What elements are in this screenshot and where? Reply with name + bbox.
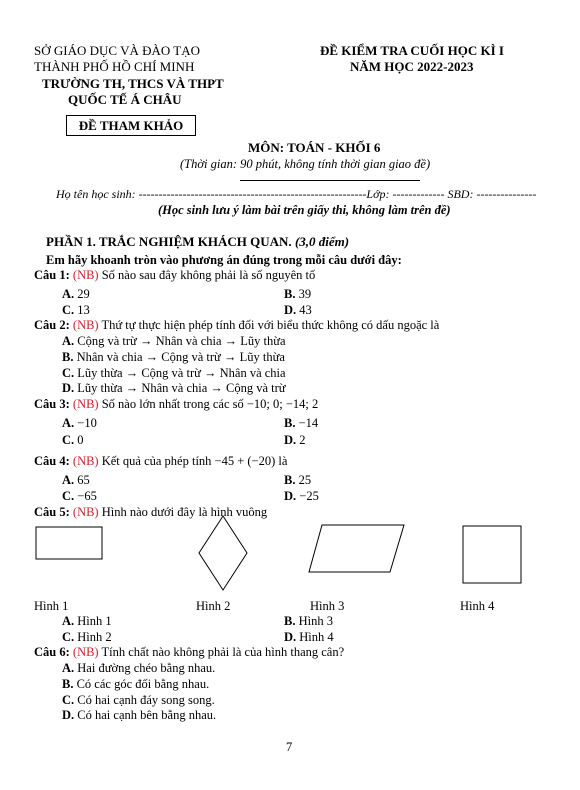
question-text: Kết quả của phép tính −45 + (−20) là [101, 454, 288, 468]
figure-2-label: Hình 2 [196, 599, 231, 613]
figure-4-label: Hình 4 [460, 599, 495, 613]
question-level: (NB) [72, 505, 99, 519]
question-label: Câu 4 [34, 454, 66, 468]
q1-option-d[interactable]: D. 43 [284, 303, 312, 317]
q4-option-d[interactable]: D. −25 [284, 489, 319, 503]
q5-option-d[interactable]: D. Hình 4 [284, 630, 334, 644]
question-level: (NB) [72, 397, 99, 411]
question-label: Câu 1 [34, 268, 66, 282]
page-number: 7 [286, 740, 293, 754]
q1-option-a[interactable]: A. 29 [62, 287, 90, 301]
q5-option-a[interactable]: A. Hình 1 [62, 614, 112, 628]
question-text: Tính chất nào không phải là của hình thang cân? [101, 645, 345, 659]
question-label: Câu 5 [34, 505, 66, 519]
city-name: THÀNH PHỐ HỒ CHÍ MINH [34, 59, 195, 74]
question-text: Số nào lớn nhất trong các số −10; 0; −14; 2 [101, 397, 319, 411]
question-label: Câu 3 [34, 397, 66, 411]
figure-1-rectangle [35, 526, 105, 562]
q2-option-b[interactable]: B. Nhân và chia → Cộng và trừ → Lũy thừa [62, 350, 285, 364]
q3-option-c[interactable]: C. 0 [62, 433, 84, 447]
question-level: (NB) [72, 645, 99, 659]
question-4: Câu 4: (NB) Kết quả của phép tính −45 + (−20) là [34, 454, 288, 468]
q3-option-a[interactable]: A. −10 [62, 416, 97, 430]
q5-option-c[interactable]: C. Hình 2 [62, 630, 112, 644]
q2-option-a[interactable]: A. Cộng và trừ → Nhân và chia → Lũy thừa [62, 334, 286, 348]
student-info-line: Họ tên học sinh: ---------------------------------------------------------Lớp: ------------- SBD: --------------- [56, 187, 537, 201]
subject-title: MÔN: TOÁN - KHỐI 6 [248, 140, 381, 155]
q1-option-c[interactable]: C. 13 [62, 303, 90, 317]
question-text: Số nào sau đây không phải là số nguyên tố [101, 268, 316, 282]
question-text: Thứ tự thực hiện phép tính đối với biểu thức không có dấu ngoặc là [101, 318, 440, 332]
badge-label: ĐỀ THAM KHẢO [78, 118, 184, 133]
q4-option-c[interactable]: C. −65 [62, 489, 97, 503]
part1-score: (3,0 điểm) [294, 234, 350, 249]
question-5: Câu 5: (NB) Hình nào dưới đây là hình vuông [34, 505, 268, 519]
question-2: Câu 2: (NB) Thứ tự thực hiện phép tính đối với biểu thức không có dấu ngoặc là [34, 318, 440, 332]
school-year: NĂM HỌC 2022-2023 [350, 59, 474, 74]
question-6: Câu 6: (NB) Tính chất nào không phải là của hình thang cân? [34, 645, 345, 659]
q6-option-d[interactable]: D. Có hai cạnh bên bằng nhau. [62, 708, 217, 722]
q6-option-c[interactable]: C. Có hai cạnh đáy song song. [62, 693, 215, 707]
figure-4-square [462, 525, 524, 585]
figure-3-label: Hình 3 [310, 599, 345, 613]
q3-option-d[interactable]: D. 2 [284, 433, 306, 447]
figure-1-label: Hình 1 [34, 599, 69, 613]
school-name-line2: QUỐC TẾ Á CHÂU [68, 92, 182, 107]
part1-title: PHẦN 1. TRẮC NGHIỆM KHÁCH QUAN. [46, 234, 292, 249]
question-label: Câu 2 [34, 318, 66, 332]
question-text: Hình nào dưới đây là hình vuông [101, 505, 268, 519]
q4-option-a[interactable]: A. 65 [62, 473, 90, 487]
q1-option-b[interactable]: B. 39 [284, 287, 312, 301]
q6-option-a[interactable]: A. Hai đường chéo bằng nhau. [62, 661, 216, 675]
department-name: SỞ GIÁO DỤC VÀ ĐÀO TẠO [34, 43, 200, 58]
q3-option-b[interactable]: B. −14 [284, 416, 319, 430]
figure-3-parallelogram [308, 524, 408, 576]
question-level: (NB) [72, 454, 99, 468]
question-1: Câu 1: (NB) Số nào sau đây không phải là số nguyên tố [34, 268, 316, 282]
part1-heading [46, 234, 349, 250]
question-3: Câu 3: (NB) Số nào lớn nhất trong các số −10; 0; −14; 2 [34, 397, 319, 411]
part1-instruction: Em hãy khoanh tròn vào phương án đúng trong mỗi câu dưới đây: [46, 253, 402, 267]
q4-option-b[interactable]: B. 25 [284, 473, 312, 487]
divider-line [240, 180, 420, 181]
exam-note: (Học sinh lưu ý làm bài trên giấy thi, không làm trên đề) [158, 203, 451, 217]
q6-option-b[interactable]: B. Có các góc đối bằng nhau. [62, 677, 210, 691]
figure-2-rhombus [198, 515, 250, 593]
school-name-line1: TRƯỜNG TH, THCS VÀ THPT [42, 76, 224, 91]
question-level: (NB) [72, 318, 99, 332]
exam-title: ĐỀ KIỂM TRA CUỐI HỌC KÌ I [320, 43, 504, 58]
reference-exam-badge [66, 115, 196, 136]
question-level: (NB) [72, 268, 99, 282]
exam-duration: (Thời gian: 90 phút, không tính thời gian giao đề) [180, 157, 431, 171]
q2-option-c[interactable]: C. Lũy thừa → Cộng và trừ → Nhân và chia [62, 366, 286, 380]
q5-option-b[interactable]: B. Hình 3 [284, 614, 333, 628]
question-label: Câu 6 [34, 645, 66, 659]
q2-option-d[interactable]: D. Lũy thừa → Nhân và chia → Cộng và trừ [62, 381, 286, 395]
